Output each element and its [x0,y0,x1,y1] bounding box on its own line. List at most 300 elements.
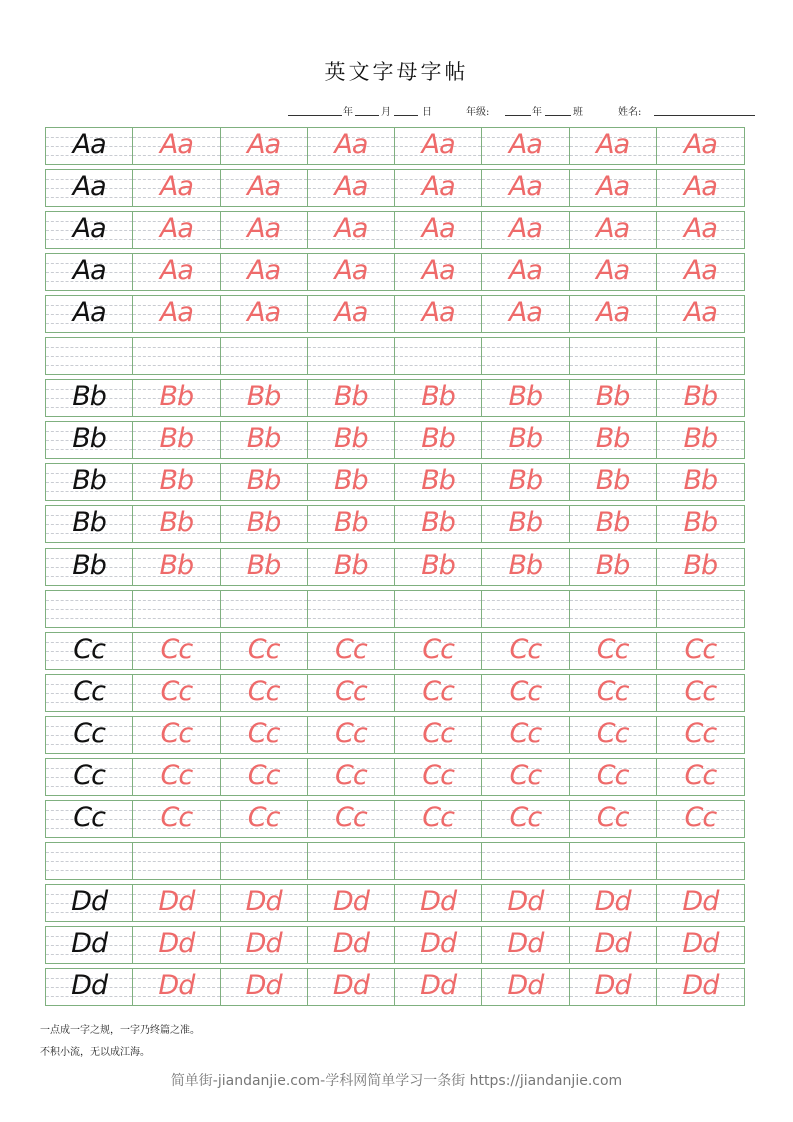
guide-line [46,600,132,601]
guide-line [46,870,132,871]
practice-cell[interactable] [46,843,133,879]
trace-letters: Cc [422,717,454,749]
model-letters: Aa [72,213,106,245]
practice-cell[interactable] [570,549,657,585]
trace-letters: Bb [159,549,194,581]
practice-cell[interactable] [395,422,482,458]
practice-cell[interactable] [308,927,395,963]
practice-cell[interactable] [570,296,657,332]
practice-row-bb [45,548,745,586]
practice-cell[interactable] [657,422,744,458]
practice-cell[interactable] [657,212,744,248]
practice-cell[interactable] [482,506,569,542]
practice-cell[interactable] [308,885,395,921]
practice-cell[interactable] [570,801,657,837]
trace-letters: Dd [158,927,195,959]
practice-cell[interactable] [46,885,133,921]
practice-cell[interactable] [221,338,308,374]
guide-line [308,870,394,871]
practice-cell[interactable] [395,843,482,879]
practice-cell[interactable] [482,128,569,164]
practice-row-blank [45,590,745,628]
trace-letters: Dd [332,927,369,959]
practice-cell[interactable] [308,296,395,332]
practice-cell[interactable] [133,338,220,374]
class-blank[interactable] [545,103,571,116]
practice-cell[interactable] [395,759,482,795]
name-blank[interactable] [654,103,755,116]
practice-cell[interactable] [221,885,308,921]
trace-letters: Cc [247,801,280,833]
practice-row-bb [45,379,745,417]
practice-cell[interactable] [482,338,569,374]
practice-row-aa [45,253,745,291]
practice-cell[interactable] [395,506,482,542]
practice-cell[interactable] [46,927,133,963]
guide-line [308,356,394,357]
practice-cell[interactable] [46,591,133,627]
practice-cell[interactable] [133,170,220,206]
practice-cell[interactable] [46,128,133,164]
practice-cell[interactable] [570,885,657,921]
practice-cell[interactable] [570,843,657,879]
guide-line [570,618,656,619]
practice-cell[interactable] [395,717,482,753]
trace-letters: Cc [596,633,629,665]
trace-letters: Cc [247,633,280,665]
practice-cell[interactable] [46,633,133,669]
practice-row-dd [45,926,745,964]
trace-letters: Bb [246,423,281,455]
practice-cell[interactable] [221,759,308,795]
guide-line [221,365,307,366]
practice-cell[interactable] [308,591,395,627]
practice-cell[interactable] [221,633,308,669]
practice-cell[interactable] [570,254,657,290]
practice-cell[interactable] [221,464,308,500]
practice-cell[interactable] [221,549,308,585]
practice-cell[interactable] [133,506,220,542]
practice-cell[interactable] [570,128,657,164]
practice-cell[interactable] [308,801,395,837]
trace-letters: Cc [596,675,629,707]
trace-letters: Dd [332,970,369,1001]
practice-cell[interactable] [570,675,657,711]
trace-letters: Aa [683,297,717,329]
practice-cell[interactable] [221,801,308,837]
guide-line [482,861,568,862]
practice-cell[interactable] [221,591,308,627]
practice-cell[interactable] [657,801,744,837]
trace-letters: Cc [509,633,542,665]
trace-letters: Cc [684,801,717,833]
trace-letters: Bb [595,549,630,581]
practice-cell[interactable] [657,717,744,753]
trace-letters: Aa [421,297,455,329]
guide-line [395,347,481,348]
trace-letters: Bb [421,507,455,539]
month-blank[interactable] [355,103,379,116]
trace-letters: Cc [684,633,717,665]
trace-letters: Dd [682,885,719,917]
trace-letters: Aa [334,129,368,160]
trace-letters: Aa [421,129,455,160]
practice-cell[interactable] [46,717,133,753]
trace-letters: Aa [421,171,455,203]
practice-cell[interactable] [308,759,395,795]
trace-letters: Bb [421,423,455,455]
practice-cell[interactable] [133,128,220,164]
practice-cell[interactable] [657,380,744,416]
page-title: 英文字母字帖 [324,60,469,84]
practice-cell[interactable] [308,549,395,585]
guide-line [570,870,656,871]
trace-letters: Aa [159,255,193,287]
practice-cell[interactable] [570,633,657,669]
trace-letters: Bb [683,507,718,539]
practice-cell[interactable] [570,464,657,500]
grade-label: 年级: [466,107,490,118]
guide-line [308,365,394,366]
practice-cell[interactable] [482,927,569,963]
practice-cell[interactable] [133,801,220,837]
practice-cell[interactable] [657,885,744,921]
practice-cell[interactable] [395,254,482,290]
trace-letters: Aa [683,171,717,203]
practice-cell[interactable] [46,212,133,248]
practice-cell[interactable] [570,422,657,458]
practice-cell[interactable] [482,549,569,585]
day-label: 日 [422,107,432,118]
practice-cell[interactable] [133,591,220,627]
practice-cell[interactable] [308,675,395,711]
practice-cell[interactable] [133,549,220,585]
practice-cell[interactable] [133,464,220,500]
practice-cell[interactable] [308,254,395,290]
guide-line [221,852,307,853]
practice-cell[interactable] [395,549,482,585]
practice-cell[interactable] [46,801,133,837]
model-letters: Bb [72,423,106,455]
practice-cell[interactable] [482,170,569,206]
trace-letters: Cc [509,675,542,707]
practice-cell[interactable] [570,591,657,627]
practice-cell[interactable] [308,969,395,1005]
practice-cell[interactable] [657,675,744,711]
practice-cell[interactable] [570,338,657,374]
guide-line [221,356,307,357]
trace-letters: Cc [509,801,542,833]
trace-letters: Aa [596,297,630,329]
practice-cell[interactable] [657,338,744,374]
trace-letters: Aa [247,297,281,329]
practice-row-cc [45,758,745,796]
practice-row-blank [45,337,745,375]
practice-cell[interactable] [133,380,220,416]
practice-cell[interactable] [46,506,133,542]
practice-cell[interactable] [395,927,482,963]
practice-cell[interactable] [308,212,395,248]
practice-cell[interactable] [46,969,133,1005]
practice-cell[interactable] [133,633,220,669]
guide-line [46,852,132,853]
trace-letters: Aa [247,213,281,245]
practice-cell[interactable] [46,296,133,332]
guide-line [133,356,219,357]
practice-cell[interactable] [133,927,220,963]
practice-cell[interactable] [657,506,744,542]
guide-line [395,618,481,619]
practice-cell[interactable] [221,843,308,879]
practice-cell[interactable] [657,591,744,627]
practice-cell[interactable] [308,128,395,164]
practice-cell[interactable] [308,380,395,416]
trace-letters: Aa [683,213,717,245]
practice-cell[interactable] [395,801,482,837]
model-letters: Bb [72,465,106,497]
practice-cell[interactable] [133,212,220,248]
practice-cell[interactable] [221,128,308,164]
practice-cell[interactable] [570,506,657,542]
practice-cell[interactable] [395,969,482,1005]
practice-row-bb [45,421,745,459]
trace-letters: Aa [247,171,281,203]
practice-cell[interactable] [133,296,220,332]
practice-cell[interactable] [308,170,395,206]
trace-letters: Dd [158,970,195,1001]
practice-cell[interactable] [46,170,133,206]
practice-cell[interactable] [308,422,395,458]
practice-row-bb [45,505,745,543]
practice-cell[interactable] [657,759,744,795]
model-letters: Cc [73,717,105,749]
guide-line [482,600,568,601]
practice-cell[interactable] [46,675,133,711]
trace-letters: Cc [160,675,193,707]
practice-cell[interactable] [46,422,133,458]
practice-cell[interactable] [657,633,744,669]
practice-cell[interactable] [482,380,569,416]
guide-line [395,365,481,366]
name-label: 姓名: [618,107,642,118]
guide-line [308,618,394,619]
guide-line [657,861,744,862]
practice-cell[interactable] [133,969,220,1005]
year-blank[interactable] [288,103,342,116]
practice-cell[interactable] [570,170,657,206]
practice-cell[interactable] [308,506,395,542]
model-letters: Aa [72,255,106,287]
practice-cell[interactable] [46,549,133,585]
practice-cell[interactable] [221,296,308,332]
trace-letters: Cc [422,675,454,707]
practice-cell[interactable] [482,717,569,753]
practice-cell[interactable] [221,422,308,458]
guide-line [308,609,394,610]
practice-cell[interactable] [395,338,482,374]
practice-cell[interactable] [133,254,220,290]
trace-letters: Cc [684,759,717,791]
practice-cell[interactable] [395,128,482,164]
guide-line [133,609,219,610]
trace-letters: Cc [596,759,629,791]
practice-cell[interactable] [221,675,308,711]
practice-cell[interactable] [482,591,569,627]
practice-cell[interactable] [657,549,744,585]
practice-cell[interactable] [482,675,569,711]
practice-cell[interactable] [570,759,657,795]
practice-cell[interactable] [657,128,744,164]
trace-letters: Bb [595,465,630,497]
practice-cell[interactable] [46,338,133,374]
practice-cell[interactable] [133,759,220,795]
practice-cell[interactable] [657,170,744,206]
practice-row-cc [45,800,745,838]
guide-line [395,852,481,853]
trace-letters: Cc [509,759,542,791]
practice-cell[interactable] [133,717,220,753]
trace-letters: Cc [335,633,367,665]
practice-cell[interactable] [657,843,744,879]
trace-letters: Aa [334,171,368,203]
model-letters: Bb [72,381,106,413]
practice-cell[interactable] [657,254,744,290]
practice-cell[interactable] [308,633,395,669]
trace-letters: Bb [246,465,281,497]
practice-cell[interactable] [308,464,395,500]
practice-cell[interactable] [570,969,657,1005]
trace-letters: Bb [508,423,543,455]
practice-row-blank [45,842,745,880]
practice-cell[interactable] [395,633,482,669]
guide-line [570,356,656,357]
practice-cell[interactable] [133,843,220,879]
trace-letters: Dd [245,927,282,959]
practice-cell[interactable] [221,717,308,753]
trace-letters: Dd [245,885,282,917]
practice-cell[interactable] [482,885,569,921]
guide-line [221,870,307,871]
practice-cell[interactable] [395,591,482,627]
practice-cell[interactable] [570,380,657,416]
practice-cell[interactable] [46,254,133,290]
practice-cell[interactable] [133,885,220,921]
student-info-line [288,103,758,121]
practice-cell[interactable] [46,380,133,416]
trace-letters: Bb [246,507,281,539]
practice-cell[interactable] [395,170,482,206]
practice-row-aa [45,169,745,207]
practice-cell[interactable] [570,717,657,753]
guide-line [395,600,481,601]
trace-letters: Bb [508,549,543,581]
guide-line [570,600,656,601]
practice-cell[interactable] [395,212,482,248]
practice-cell[interactable] [221,254,308,290]
day-blank[interactable] [394,103,418,116]
guide-line [482,347,568,348]
practice-cell[interactable] [570,927,657,963]
practice-cell[interactable] [482,759,569,795]
trace-letters: Dd [594,927,631,959]
practice-cell[interactable] [395,296,482,332]
practice-cell[interactable] [221,506,308,542]
practice-cell[interactable] [657,927,744,963]
trace-letters: Dd [507,970,544,1001]
site-watermark: 简单街-jiandanjie.com-学科网简单学习一条街 https://jiandanjie.com [170,1073,623,1089]
practice-cell[interactable] [395,675,482,711]
practice-cell[interactable] [570,212,657,248]
guide-line [133,365,219,366]
practice-cell[interactable] [482,633,569,669]
practice-row-cc [45,716,745,754]
practice-cell[interactable] [308,338,395,374]
trace-letters: Aa [334,297,368,329]
practice-cell[interactable] [482,801,569,837]
guide-line [657,347,744,348]
guide-line [46,347,132,348]
guide-line [46,618,132,619]
practice-cell[interactable] [221,927,308,963]
trace-letters: Dd [507,885,544,917]
trace-letters: Bb [508,507,543,539]
practice-cell[interactable] [657,464,744,500]
model-letters: Dd [71,885,108,917]
model-letters: Aa [72,297,106,329]
practice-cell[interactable] [221,212,308,248]
practice-cell[interactable] [308,717,395,753]
practice-cell[interactable] [133,422,220,458]
practice-cell[interactable] [482,843,569,879]
practice-cell[interactable] [482,254,569,290]
trace-letters: Cc [160,633,193,665]
guide-line [221,618,307,619]
model-letters: Cc [73,633,105,665]
practice-cell[interactable] [482,212,569,248]
practice-row-cc [45,674,745,712]
guide-line [657,365,744,366]
practice-cell[interactable] [482,296,569,332]
trace-letters: Cc [160,759,193,791]
practice-cell[interactable] [133,675,220,711]
trace-letters: Dd [420,927,457,959]
practice-cell[interactable] [482,422,569,458]
guide-line [308,852,394,853]
trace-letters: Aa [596,171,630,203]
practice-cell[interactable] [395,380,482,416]
trace-letters: Bb [159,381,194,413]
practice-cell[interactable] [221,969,308,1005]
trace-letters: Cc [335,759,367,791]
practice-cell[interactable] [221,170,308,206]
practice-cell[interactable] [482,969,569,1005]
grade-blank[interactable] [505,103,531,116]
practice-cell[interactable] [308,843,395,879]
trace-letters: Aa [159,297,193,329]
practice-cell[interactable] [221,380,308,416]
guide-line [395,609,481,610]
model-letters: Bb [72,507,106,539]
practice-cell[interactable] [657,969,744,1005]
practice-cell[interactable] [395,885,482,921]
practice-cell[interactable] [46,759,133,795]
guide-line [395,356,481,357]
practice-cell[interactable] [482,464,569,500]
practice-cell[interactable] [46,464,133,500]
guide-line [133,347,219,348]
practice-cell[interactable] [395,464,482,500]
practice-cell[interactable] [657,296,744,332]
